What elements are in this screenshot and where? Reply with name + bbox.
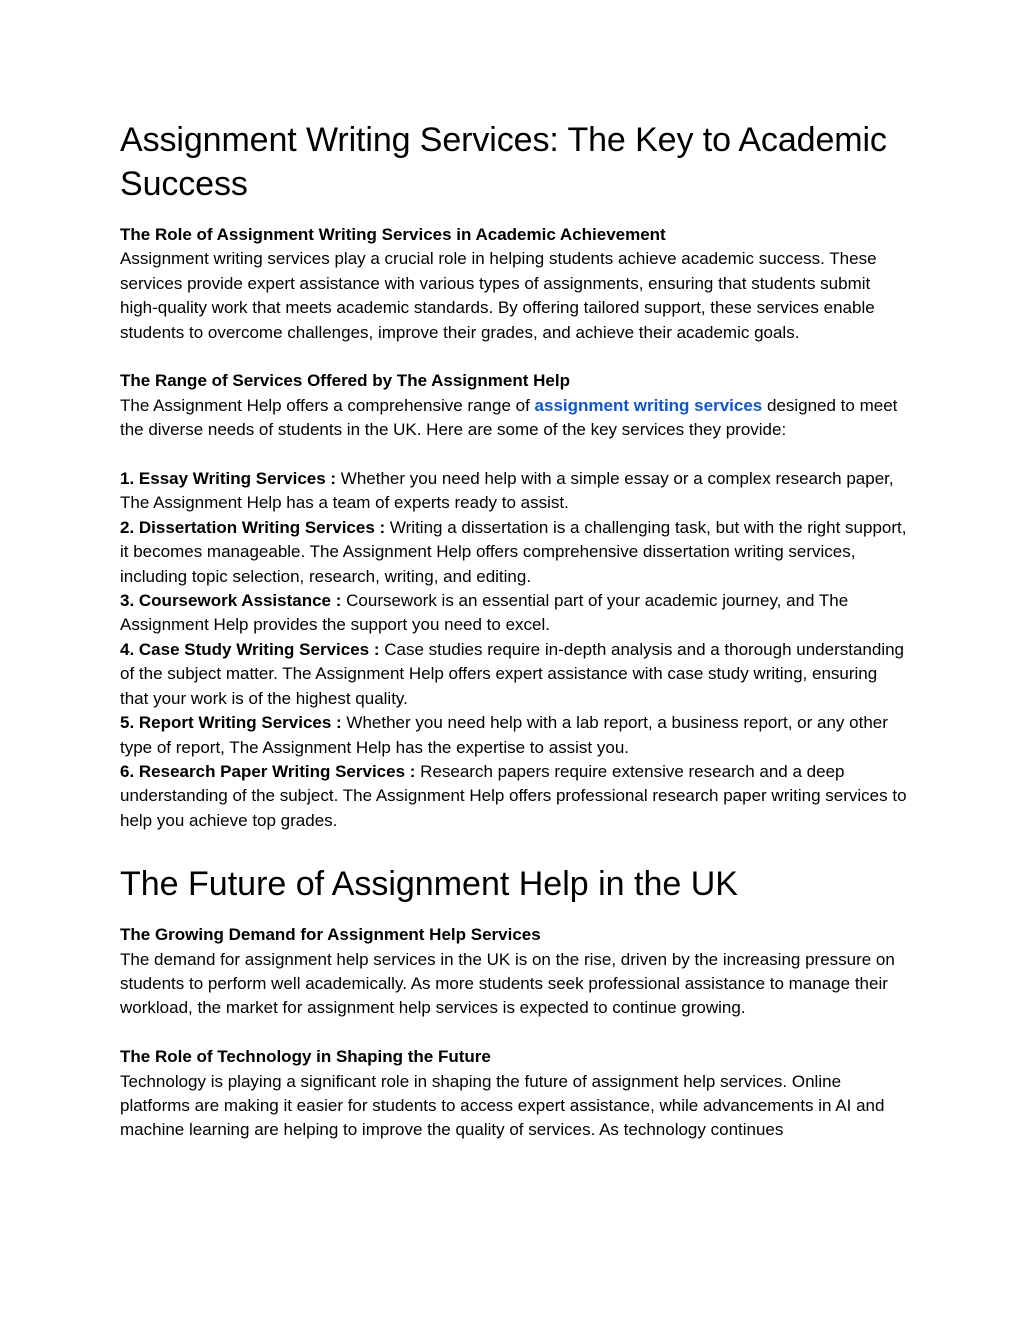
page-title: Assignment Writing Services: The Key to Academic Success (120, 121, 887, 203)
service-item-label: 1. Essay Writing Services : (120, 469, 337, 489)
service-item (120, 760, 910, 833)
service-item-text: Research papers require extensive research and a deep understanding of the subject. The Assignment Help offers professional research paper writing services to help you achieve top grades. (120, 761, 907, 830)
service-item-text: Case studies require in-depth analysis and a thorough understanding of the subject matter. The Assignment Help offers expert assistance with case study writing, ensuring that your work is of the highest quality. (120, 639, 905, 708)
service-item (120, 711, 910, 760)
range-paragraph (120, 394, 910, 443)
service-item-text: Whether you need help with a lab report, a business report, or any other type of report, The Assignment Help has the expertise to assist you. (120, 713, 888, 757)
service-item-label: 5. Report Writing Services : (120, 713, 342, 733)
spacer (120, 345, 910, 369)
service-item-label: 6. Research Paper Writing Services : (120, 761, 416, 781)
range-intro-after: designed to meet the diverse needs of students in the UK. Here are some of the key services they provide: (120, 395, 898, 440)
service-item (120, 638, 910, 711)
service-item-label: 2. Dissertation Writing Services : (120, 517, 386, 537)
service-item (120, 467, 910, 516)
service-item-text: Coursework is an essential part of your academic journey, and The Assignment Help provides the support you need to excel. (120, 591, 849, 635)
range-heading: The Range of Services Offered by The Assignment Help (120, 371, 570, 391)
document-page (120, 118, 910, 1143)
service-item (120, 516, 910, 589)
assignment-writing-services-link[interactable]: assignment writing services (534, 395, 763, 415)
service-item-label: 4. Case Study Writing Services : (120, 639, 380, 659)
demand-paragraph: The demand for assignment help services in the UK is on the rise, driven by the increasing pressure on students to perform well academically. As more students seek professional assistance to manage their workload, the market for assignment help services is expected to continue growing. (120, 949, 895, 1018)
spacer (120, 833, 910, 862)
service-item-text: Whether you need help with a simple essay or a complex research paper, The Assignment Help has a team of experts ready to assist. (120, 469, 894, 513)
section-title: The Future of Assignment Help in the UK (120, 865, 738, 904)
service-item-text: Writing a dissertation is a challenging task, but with the right support, it becomes manageable. The Assignment Help offers comprehensive dissertation writing services, including topic selection, research, writing, and editing. (120, 517, 907, 586)
demand-heading: The Growing Demand for Assignment Help Services (120, 925, 541, 945)
technology-paragraph: Technology is playing a significant role in shaping the future of assignment help services. Online platforms are making it easier for students to access expert assistance, while advancements in AI and machine learning are helping to improve the quality of services. As technology continues (120, 1071, 885, 1140)
service-item (120, 589, 910, 638)
spacer (120, 1021, 910, 1045)
range-intro-before: The Assignment Help offers a comprehensive range of (120, 395, 535, 415)
role-heading: The Role of Assignment Writing Services in Academic Achievement (120, 225, 666, 244)
technology-heading: The Role of Technology in Shaping the Future (120, 1047, 491, 1067)
service-item-label: 3. Coursework Assistance : (120, 591, 342, 611)
services-list (120, 467, 910, 833)
role-paragraph: Assignment writing services play a crucial role in helping students achieve academic success. These services provide expert assistance with various types of assignments, ensuring that students submit high-quality work that meets academic standards. By offering tailored support, these services enable students to overcome challenges, improve their grades, and achieve their academic goals. (120, 249, 877, 342)
spacer (120, 443, 910, 467)
